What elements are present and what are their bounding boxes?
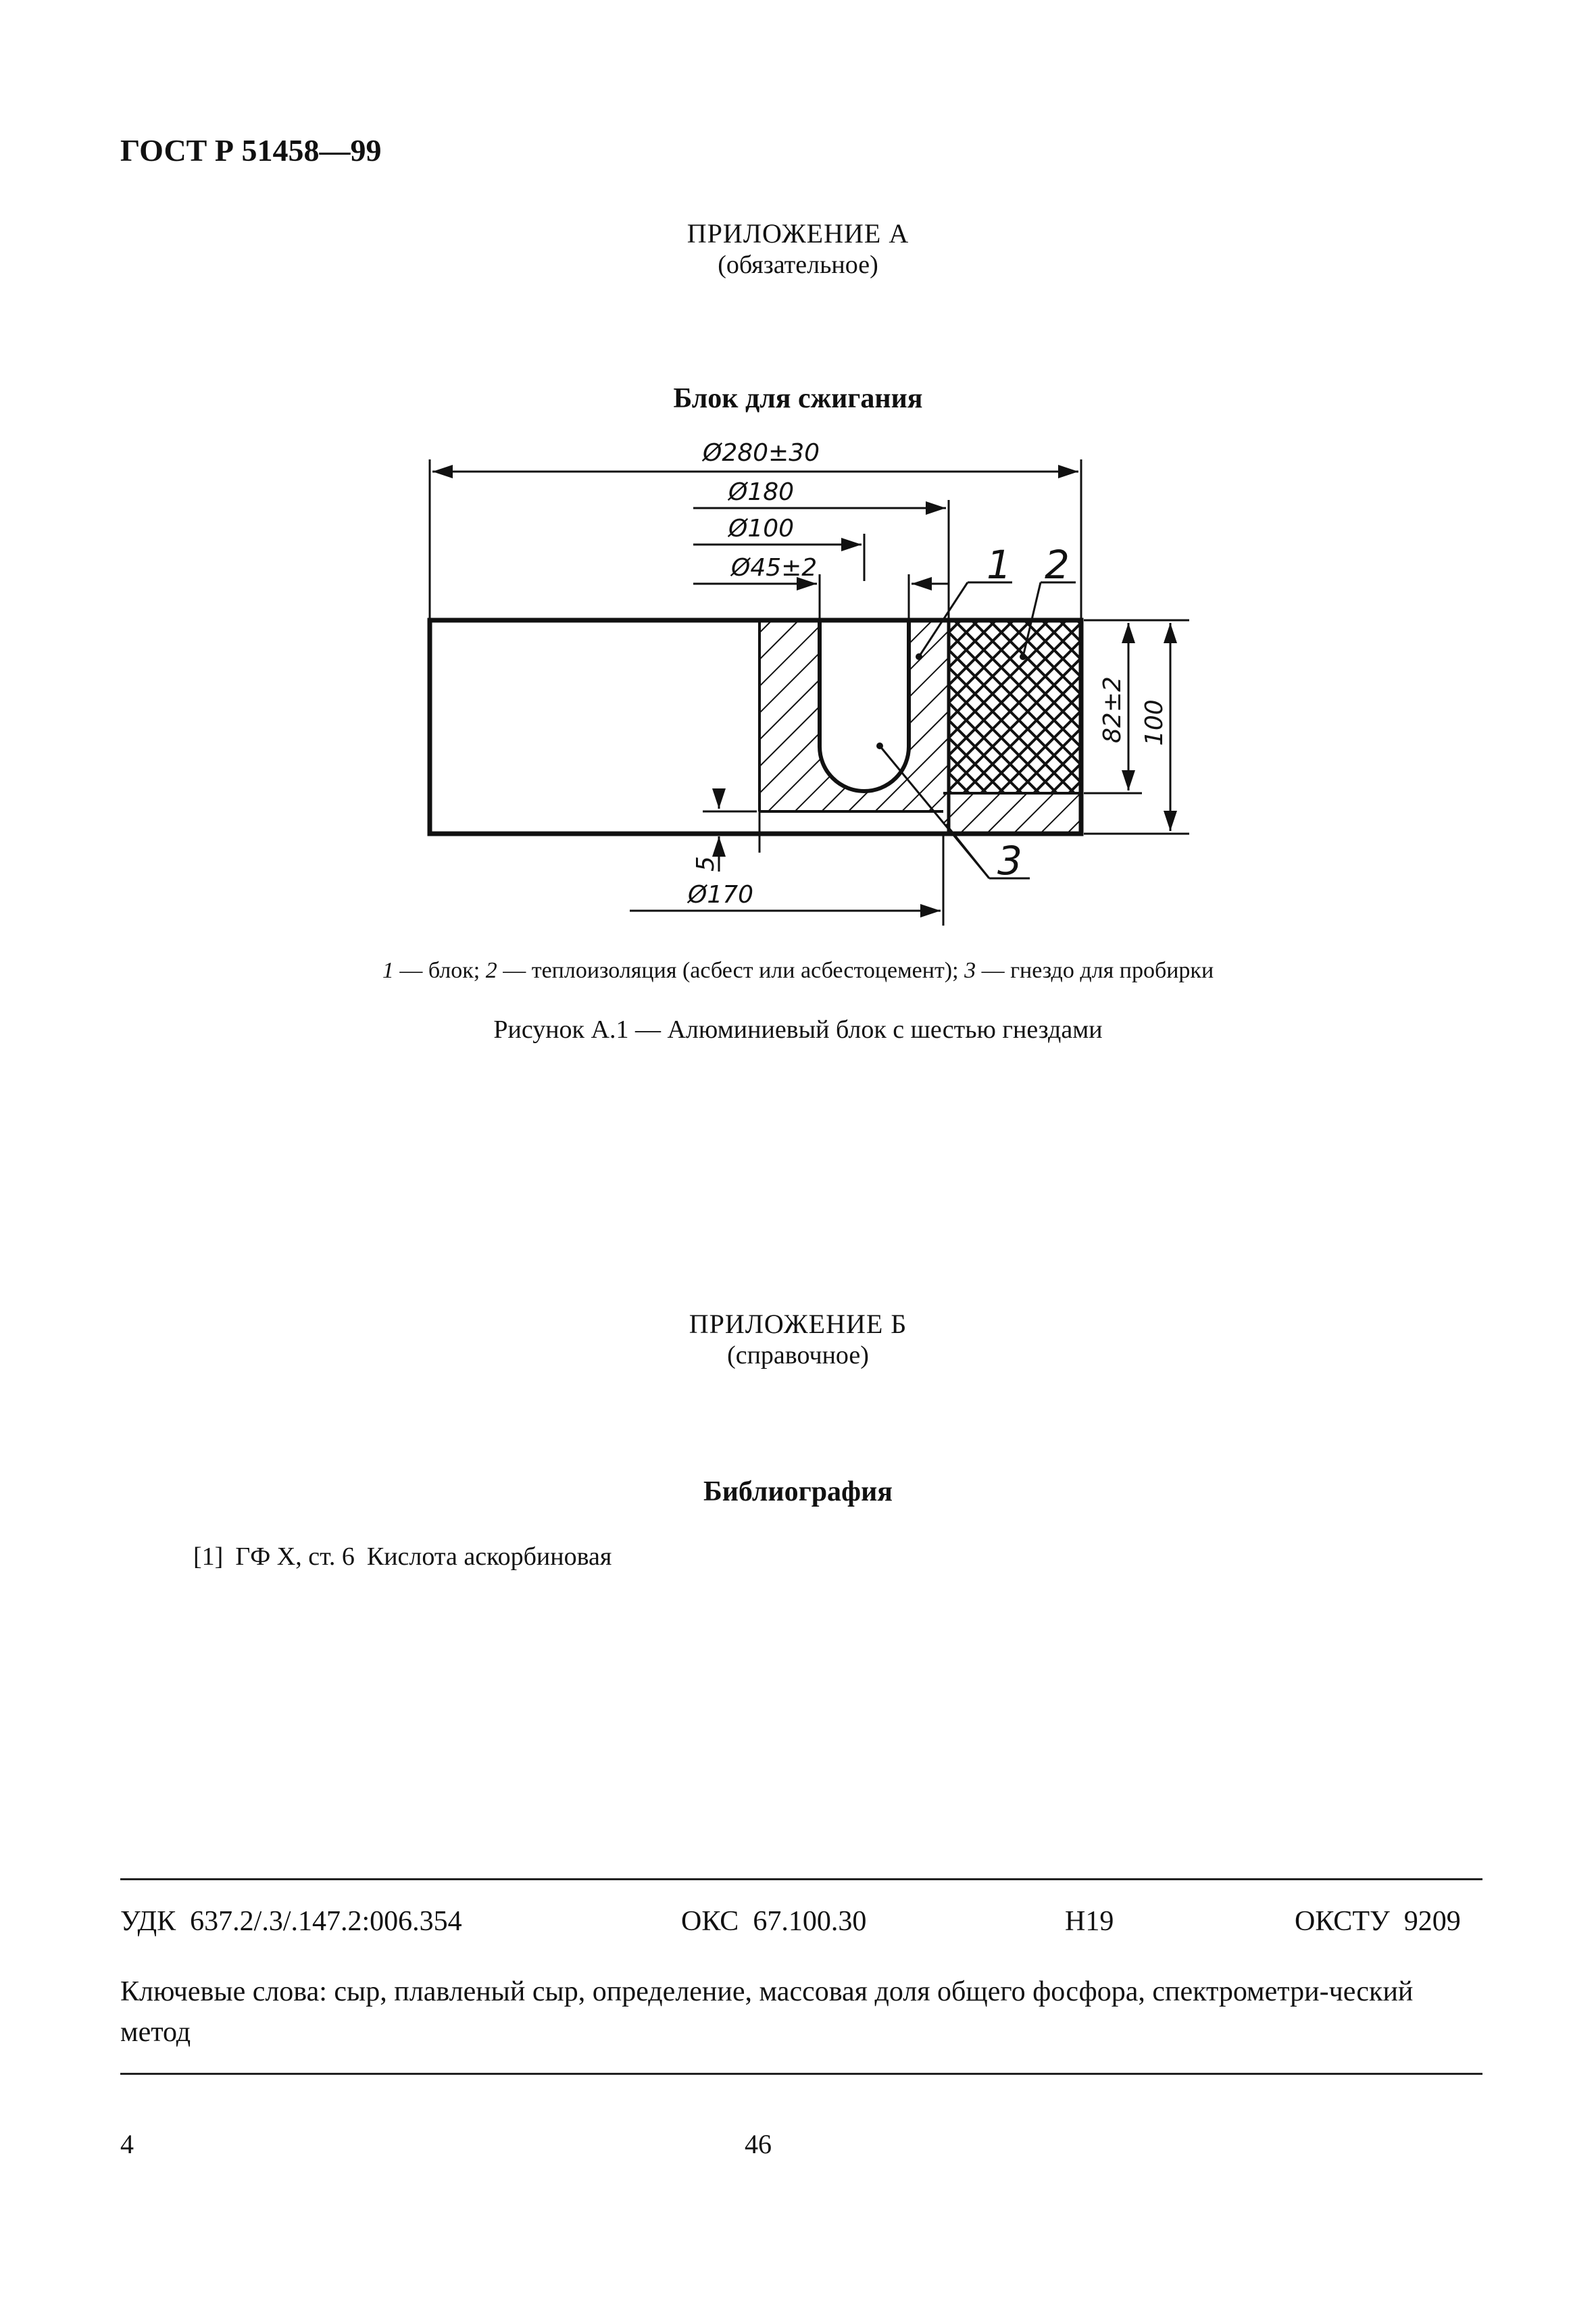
- entry-text: Кислота аскорбиновая: [366, 1542, 612, 1571]
- oks-value: 67.100.30: [753, 1906, 867, 1937]
- legend-text-1: — блок;: [393, 958, 486, 983]
- dim-d100: Ø100: [728, 515, 795, 543]
- entry-number: [1]: [193, 1542, 224, 1571]
- block-body: [759, 620, 949, 811]
- dim-d280: Ø280±30: [703, 439, 820, 467]
- dim-h82: 82±2: [1099, 676, 1126, 743]
- appendix-a-status: (обязательное): [718, 251, 878, 279]
- figure-legend: [0, 958, 1596, 984]
- legend-num-3: 3: [964, 958, 976, 983]
- dim-d45: Ø45±2: [731, 554, 818, 582]
- callout-2: 2: [1045, 542, 1070, 588]
- oks-code: [681, 1905, 866, 1938]
- appendix-b-title: ПРИЛОЖЕНИЕ Б: [689, 1309, 907, 1339]
- legend-num-2: 2: [485, 958, 497, 983]
- bibliography-heading: Библиография: [703, 1476, 893, 1507]
- oks-label: ОКС: [681, 1906, 739, 1937]
- dim-d180: Ø180: [728, 478, 795, 506]
- appendix-b-status: (справочное): [727, 1341, 869, 1369]
- legend-text-3: — гнездо для пробирки: [976, 958, 1214, 983]
- okstu-value: 9209: [1403, 1906, 1461, 1937]
- callout-1: 1: [987, 542, 1012, 588]
- combustion-block-drawing: [0, 0, 1596, 946]
- keywords: Ключевые слова: сыр, плавленый сыр, определение, массовая доля общего фосфора, спектрометри-ческий метод: [120, 1976, 1414, 2048]
- okstu-label: ОКСТУ: [1295, 1906, 1390, 1937]
- bibliography-entry: [193, 1542, 624, 1571]
- document-code: ГОСТ Р 51458—99: [120, 133, 382, 168]
- appendix-a-title: ПРИЛОЖЕНИЕ А: [687, 218, 909, 249]
- group-code: Н19: [1065, 1906, 1114, 1937]
- entry-source: ГФ Х, ст. 6: [235, 1542, 355, 1571]
- figure-caption: Рисунок А.1 — Алюминиевый блок с шестью гнездами: [493, 1015, 1103, 1044]
- figure-title: Блок для сжигания: [673, 383, 923, 414]
- okstu-code: [1295, 1905, 1461, 1938]
- legend-text-2: — теплоизоляция (асбест или асбестоцемент);: [497, 958, 965, 983]
- udk-value: 637.2/.3/.147.2:006.354: [190, 1906, 462, 1937]
- footer-bottom-rule: [120, 2073, 1482, 2075]
- udk-code: [120, 1905, 462, 1938]
- legend-num-1: 1: [382, 958, 394, 983]
- udk-label: УДК: [120, 1906, 176, 1937]
- page-number-center: 46: [745, 2129, 772, 2159]
- dim-h5: 5: [692, 856, 720, 872]
- insulation: [943, 620, 1081, 834]
- footer-top-rule: [120, 1878, 1482, 1880]
- callout-3: 3: [997, 838, 1022, 884]
- dim-d170: Ø170: [688, 881, 754, 909]
- page-number-left: 4: [120, 2129, 134, 2159]
- dim-h100: 100: [1141, 699, 1168, 746]
